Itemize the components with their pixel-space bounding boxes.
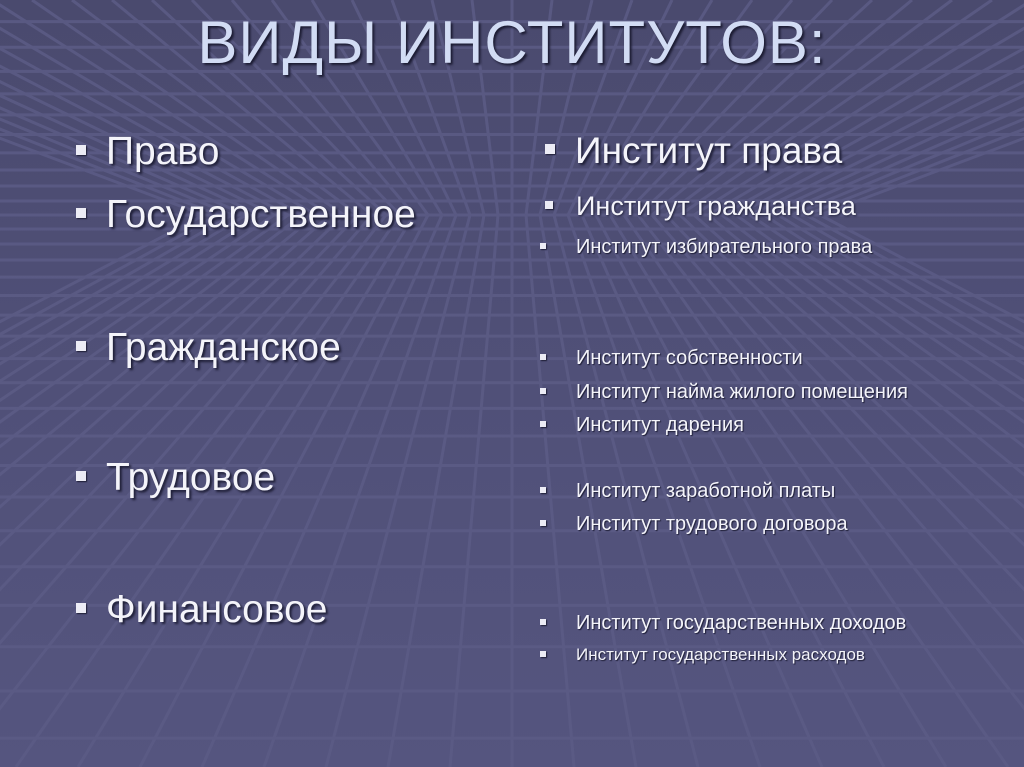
bullet-icon <box>76 603 86 613</box>
right-list-item: Институт государственных доходов <box>540 612 906 635</box>
bullet-icon <box>76 145 86 155</box>
bullet-icon <box>540 388 546 394</box>
right-list-item: Институт избирательного права <box>540 236 872 259</box>
bullet-icon <box>545 201 553 209</box>
left-list-item: Государственное <box>76 193 416 237</box>
right-list-item: Институт дарения <box>540 414 744 437</box>
bullet-icon <box>545 144 555 154</box>
right-list-item: Институт найма жилого помещения <box>540 381 908 404</box>
right-list-item: Институт государственных расходов <box>540 645 865 665</box>
right-list-item: Институт заработной платы <box>540 480 835 503</box>
slide-title: ВИДЫ ИНСТИТУТОВ: <box>197 9 827 76</box>
bullet-icon <box>540 354 546 360</box>
right-list-item: Институт права <box>545 130 842 172</box>
bullet-icon <box>76 471 86 481</box>
right-list-item: Институт собственности <box>540 347 803 370</box>
right-list-item: Институт гражданства <box>545 191 856 222</box>
left-list-item: Гражданское <box>76 326 341 370</box>
bullet-icon <box>540 520 546 526</box>
bullet-icon <box>540 487 546 493</box>
left-list-item: Финансовое <box>76 588 328 632</box>
bullet-icon <box>540 651 546 657</box>
bullet-icon <box>76 208 86 218</box>
left-list-item: Трудовое <box>76 456 275 500</box>
bullet-icon <box>540 619 546 625</box>
right-list-item: Институт трудового договора <box>540 513 848 536</box>
bullet-icon <box>76 341 86 351</box>
bullet-icon <box>540 243 546 249</box>
bullet-icon <box>540 421 546 427</box>
left-list-item: Право <box>76 130 219 174</box>
